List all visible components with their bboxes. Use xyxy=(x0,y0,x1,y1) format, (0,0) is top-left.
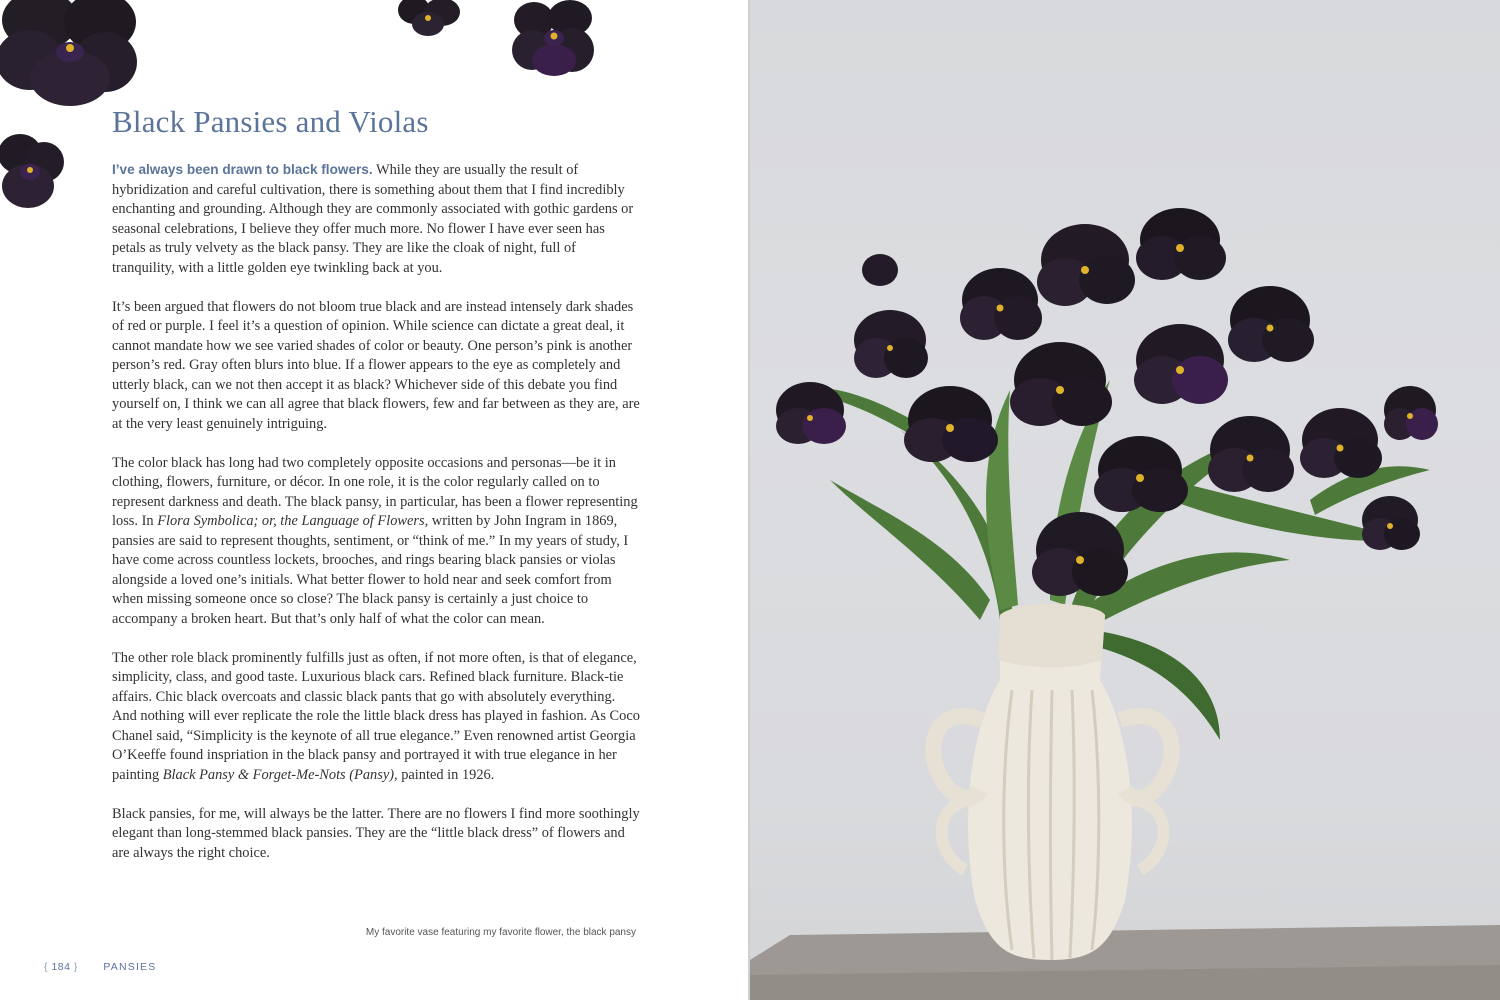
lead-in: I’ve always been drawn to black flowers. xyxy=(112,162,373,177)
paragraph-2: It’s been argued that flowers do not bloom true black and are instead intensely dark shades of red or purple. I feel it’s a question of opinion. While science can dictate a great deal, it cannot mandate how we see varied shades of color or beauty. One person’s pink is another person’s red. Gray often blurs into blue. If a flower appears to the eye as completely and utterly black, can we not then accept it as black? Whichever side of this debate you find yourself on, I think we can all agree that black flowers, few and far between as they are, are at the very least genuinely intriguing. xyxy=(112,298,640,432)
left-page xyxy=(0,0,748,1000)
bouquet-illustration xyxy=(750,0,1500,1000)
paragraph-1-text: While they are usually the result of hybridization and careful cultivation, there is something about them that I find incredibly enchanting and grounding. Although they are commonly associated with gothic gardens or seasonal celebrations, I believe they offer much more. No flower I have ever seen has petals as truly velvety as the black pansy. They are like the cloak of night, full of tranquility, with a little golden eye twinkling back at you. xyxy=(112,162,634,276)
folio xyxy=(44,961,156,973)
paragraph-4 xyxy=(112,649,640,786)
paragraph-5: Black pansies, for me, will always be the latter. There are no flowers I find more soothingly elegant than long-stemmed black pansies. They are the “little black dress” of flowers and are always the right choice. xyxy=(112,805,640,861)
body-text xyxy=(112,160,640,883)
folio-brace-close: } xyxy=(73,961,78,973)
paragraph-4-text-a: The other role black prominently fulfills just as often, if not more often, is that of elegance, simplicity, class, and good taste. Luxurious black cars. Refined black furniture. Black-tie affairs. Chic black overcoats and classic black pants that go with absolutely everything. And nothing will ever replicate the role the little black dress has played in fashion. As Coco Chanel said, “Simplicity is the keynote of all true elegance.” Even renowned artist Georgia O’Keeffe found inspriation in the black pansy and portrayed it with true elegance in her painting xyxy=(112,649,640,783)
photo-caption: My favorite vase featuring my favorite flower, the black pansy xyxy=(365,927,636,938)
bouquet-photo xyxy=(750,0,1500,1000)
page-number: 184 xyxy=(51,961,71,973)
paragraph-3-text-a: The color black has long had two completely opposite occasions and personas—be it in clothing, flowers, furniture, or décor. In one role, it is the color regularly called on to represent darkness and death. The black pansy, in particular, has been a flower representing loss. In xyxy=(112,454,638,529)
paragraph-3 xyxy=(112,454,640,630)
book-title-italic: Flora Symbolica; or, the Language of Flowers, xyxy=(157,513,429,529)
running-section-title: PANSIES xyxy=(103,961,157,973)
chapter-title: Black Pansies and Violas xyxy=(112,104,429,139)
pansy-illustration-top-left xyxy=(0,0,140,110)
pansy-illustration-top-center xyxy=(396,0,462,40)
folio-brace-open: { xyxy=(44,961,49,973)
paragraph-1 xyxy=(112,160,640,278)
pansy-illustration-top-right xyxy=(512,0,596,80)
painting-title-italic: Black Pansy & Forget-Me-Nots (Pansy) xyxy=(162,766,395,783)
paragraph-4-text-b: , painted in 1926. xyxy=(394,766,495,783)
pansy-illustration-left-edge xyxy=(0,132,64,212)
paragraph-3-text-b: written by John Ingram in 1869, pansies are said to represent thoughts, sentiment, or “think of me.” In my years of study, I have come across countless lockets, brooches, and rings bearing black pansies or violas alongside a loved one’s initials. What better flower to hold near and seek comfort from when missing someone once so close? The black pansy is certainly a just choice to accompany a broken heart. But that’s only half of what the color can mean. xyxy=(112,513,629,627)
